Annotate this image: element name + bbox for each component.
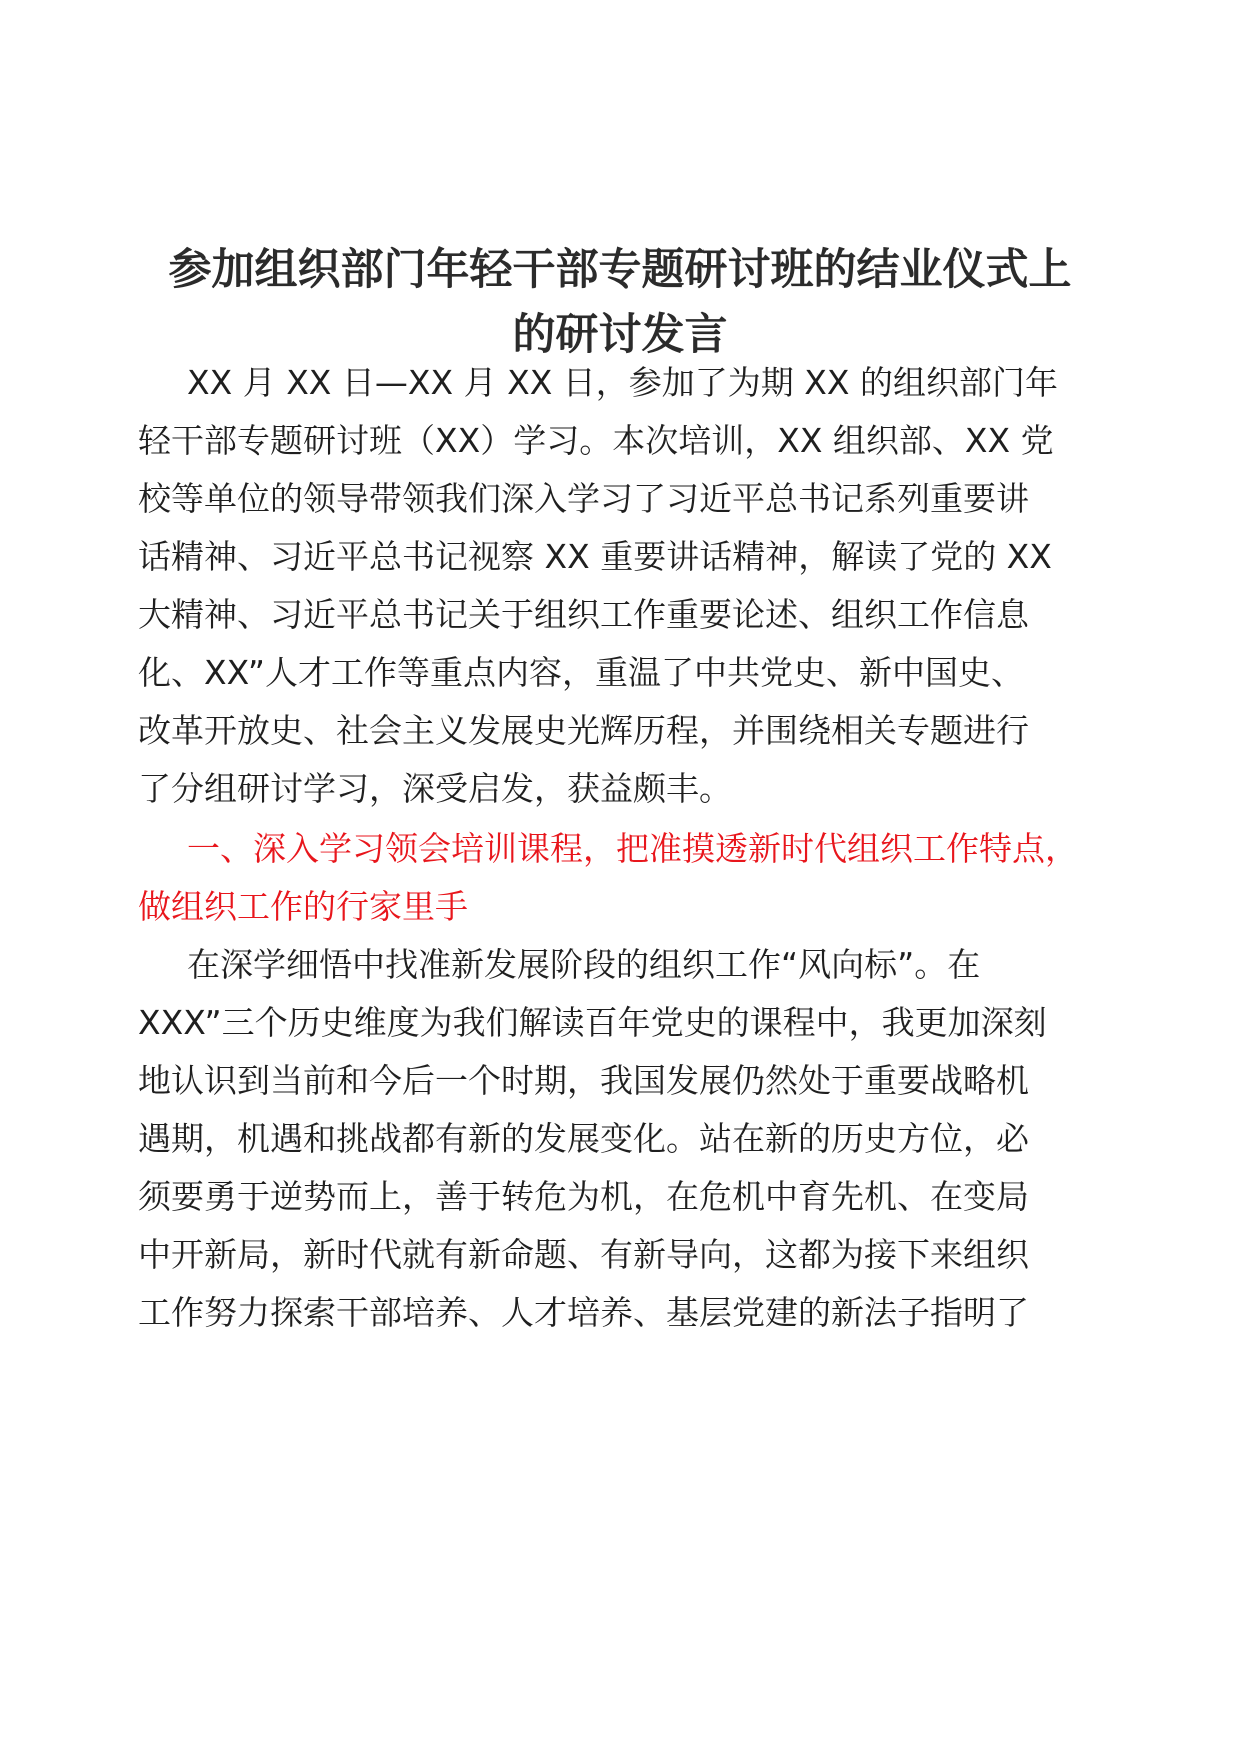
paragraph-line: 地认识到当前和今后一个时期，我国发展仍然处于重要战略机 [138, 1061, 1029, 1100]
paragraph-line: 改革开放史、社会主义发展史光辉历程，并围绕相关专题进行 [138, 711, 1029, 750]
paragraph-line: 遇期，机遇和挑战都有新的发展变化。站在新的历史方位，必 [138, 1119, 1029, 1158]
paragraph-line: 校等单位的领导带领我们深入学习了习近平总书记系列重要讲 [138, 479, 1029, 518]
paragraph-line: 中开新局，新时代就有新命题、有新导向，这都为接下来组织 [138, 1235, 1029, 1274]
section-heading-line: 一、深入学习领会培训课程，把准摸透新时代组织工作特点， [187, 829, 1078, 868]
paragraph-line: 化、XX”人才工作等重点内容，重温了中共党史、新中国史、 [138, 653, 1024, 692]
paragraph-line: XXX”三个历史维度为我们解读百年党史的课程中，我更加深刻 [138, 1003, 1047, 1042]
paragraph-line: 了分组研讨学习，深受启发，获益颇丰。 [138, 769, 732, 808]
paragraph-line: 轻干部专题研讨班（XX）学习。本次培训，XX 组织部、XX 党 [138, 421, 1054, 460]
paragraph-line: 工作努力探索干部培养、人才培养、基层党建的新法子指明了 [138, 1293, 1029, 1332]
section-heading-line: 做组织工作的行家里手 [138, 887, 468, 926]
paragraph-line: 须要勇于逆势而上，善于转危为机，在危机中育先机、在变局 [138, 1177, 1029, 1216]
paragraph-line: 大精神、习近平总书记关于组织工作重要论述、组织工作信息 [138, 595, 1029, 634]
paragraph-line: XX 月 XX 日—XX 月 XX 日，参加了为期 XX 的组织部门年 [187, 363, 1058, 402]
document-title: 参加组织部门年轻干部专题研讨班的结业仪式上的研讨发言 [168, 245, 1072, 360]
paragraph-line: 在深学细悟中找准新发展阶段的组织工作“风向标”。在 [187, 945, 981, 984]
paragraph-line: 话精神、习近平总书记视察 XX 重要讲话精神，解读了党的 XX [138, 537, 1052, 576]
